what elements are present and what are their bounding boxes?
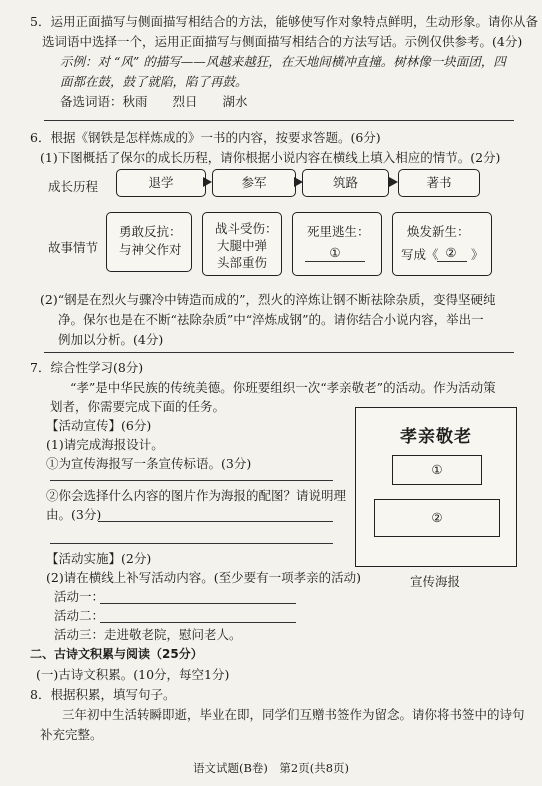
q5-line1: 5．运用正面描写与侧面描写相结合的方法，能够使写作对象特点鲜明，生动形象。请你从备 bbox=[30, 14, 538, 29]
poster-image-box[interactable] bbox=[374, 499, 500, 537]
q5-answer-line[interactable] bbox=[44, 120, 514, 121]
q8-title: 8．根据积累，填写句子。 bbox=[30, 687, 176, 702]
reason-answer-line-1[interactable] bbox=[98, 521, 333, 522]
activity-3: 活动三：走进敬老院，慰问老人。 bbox=[54, 627, 242, 642]
q8-line2: 补充完整。 bbox=[40, 727, 103, 742]
blank-marker: ② bbox=[445, 245, 457, 260]
blank-marker: ① bbox=[329, 245, 341, 260]
q6-part1: (1)下图概括了保尔的成长历程，请你根据小说内容在横线上填入相应的情节。(2分) bbox=[40, 150, 501, 165]
plot-text: 勇敢反抗： bbox=[119, 224, 182, 239]
stage-box-1 bbox=[116, 169, 206, 197]
activity-1-label: 活动一： bbox=[54, 589, 105, 604]
arrow-right-icon bbox=[389, 177, 398, 187]
q7-intro-line2: 划者，你需要完成下面的任务。 bbox=[50, 399, 226, 414]
q6-title: 6．根据《钢铁是怎样炼成的》一书的内容，按要求答题。(6分) bbox=[30, 130, 381, 145]
stage-box-2 bbox=[212, 169, 296, 197]
section2-title: 二、古诗文积累与阅读（25分） bbox=[30, 647, 203, 661]
q5-example-line1 bbox=[60, 52, 506, 70]
q7-section-promo: 【活动宣传】(6分) bbox=[46, 418, 152, 433]
arrow-right-icon bbox=[203, 177, 212, 187]
q5-line2: 选词语中选择一个，运用正面描写与侧面描写相结合的方法写话。示例仅供参考。(4分) bbox=[42, 34, 523, 49]
stage-label: 著书 bbox=[426, 175, 452, 190]
section2-subtitle: (一)古诗文积累。(10分，每空1分) bbox=[36, 667, 230, 682]
plot-text: 死里逃生： bbox=[307, 224, 370, 239]
q6-part2-line3: 例加以分析。(4分) bbox=[58, 332, 164, 347]
plot-text: 大腿中弹 bbox=[217, 238, 268, 253]
activity-2-label: 活动二： bbox=[54, 608, 105, 623]
reason-answer-line-2[interactable] bbox=[50, 543, 333, 544]
q5-example-text: 示例：对 “风” 的描写——风越来越狂，在天地间横冲直撞。树林像一块面团，四 bbox=[60, 54, 506, 69]
row-label-plot: 故事情节 bbox=[48, 240, 99, 255]
page-footer: 语文试题(B卷) 第2页(共8页) bbox=[192, 761, 350, 775]
q6-answer-line[interactable] bbox=[44, 352, 514, 353]
poster-slogan-box[interactable] bbox=[392, 455, 482, 485]
stage-box-3 bbox=[302, 169, 389, 197]
plot-text: 头部重伤 bbox=[217, 255, 268, 270]
plot-text: 写成《 bbox=[401, 247, 439, 262]
activity-1-line[interactable] bbox=[100, 603, 296, 604]
stage-label: 退学 bbox=[148, 175, 174, 190]
blank-line-1[interactable] bbox=[305, 261, 365, 262]
q6-part2-line2: 净。保尔也是在不断“祛除杂质”中“淬炼成钢”的。请你结合小说内容，举出一 bbox=[58, 312, 484, 327]
stage-label: 筑路 bbox=[332, 175, 358, 190]
q7-section-impl: 【活动实施】(2分) bbox=[46, 551, 152, 566]
plot-box-4 bbox=[392, 212, 492, 276]
row-label-growth: 成长历程 bbox=[48, 179, 99, 194]
plot-text: 战斗受伤： bbox=[215, 221, 278, 236]
q7-task1: ①为宣传海报写一条宣传标语。(3分) bbox=[46, 456, 252, 471]
q8-line1: 三年初中生活转瞬即逝，毕业在即，同学们互赠书签作为留念。请你将书签中的诗句 bbox=[62, 707, 525, 722]
plot-text: 》 bbox=[471, 247, 484, 262]
stage-label: 参军 bbox=[241, 175, 267, 190]
plot-text: 焕发新生： bbox=[407, 224, 470, 239]
poster-frame bbox=[355, 407, 517, 567]
q7-title: 7．综合性学习(8分) bbox=[30, 360, 144, 375]
q7-task2-line2: 由。(3分) bbox=[46, 507, 102, 522]
slogan-answer-line[interactable] bbox=[50, 480, 333, 481]
plot-text: 与神父作对 bbox=[119, 242, 182, 257]
blank-line-2[interactable] bbox=[437, 261, 467, 262]
plot-box-1 bbox=[106, 212, 192, 272]
q7-task2-line1: ②你会选择什么内容的图片作为海报的配图？请说明理 bbox=[46, 488, 347, 503]
q7-intro-line1: “孝”是中华民族的传统美德。你班要组织一次“孝亲敬老”的活动。作为活动策 bbox=[70, 380, 496, 395]
q6-part2-line1: (2)“钢是在烈火与骤冷中铸造而成的”，烈火的淬炼让钢不断祛除杂质，变得坚硬纯 bbox=[40, 292, 496, 307]
poster-title: 孝亲敬老 bbox=[400, 427, 472, 447]
q5-example-line2: 面都在鼓，鼓了就陷，陷了再鼓。 bbox=[60, 74, 248, 89]
arrow-right-icon bbox=[294, 177, 303, 187]
q7-part1: (1)请完成海报设计。 bbox=[46, 437, 164, 452]
activity-2-line[interactable] bbox=[100, 622, 296, 623]
plot-box-2 bbox=[202, 212, 282, 276]
q7-part2: (2)请在横线上补写活动内容。(至少要有一项孝亲的活动) bbox=[46, 570, 361, 585]
stage-box-4 bbox=[398, 169, 480, 197]
plot-box-3 bbox=[292, 212, 382, 276]
poster-caption: 宣传海报 bbox=[409, 574, 460, 589]
poster-marker: ② bbox=[431, 510, 443, 525]
q5-options: 备选词语：秋雨 烈日 湖水 bbox=[60, 94, 248, 109]
poster-marker: ① bbox=[431, 462, 443, 477]
